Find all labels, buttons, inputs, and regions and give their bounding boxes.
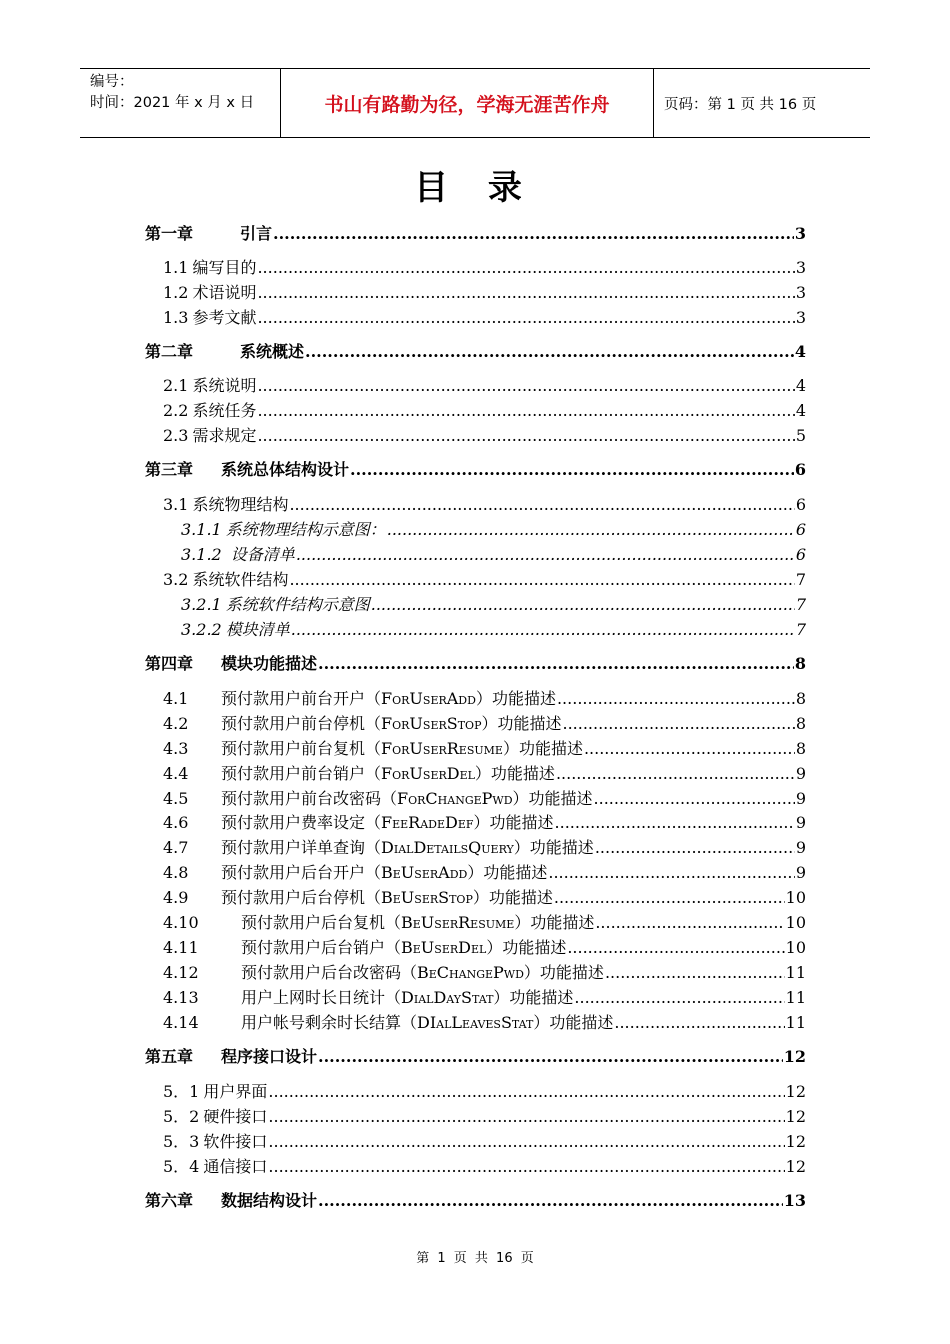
toc-number: 4.12 xyxy=(163,963,199,982)
toc-leader-dots xyxy=(595,913,784,932)
toc-page-number: 11 xyxy=(785,963,806,982)
toc-page-number: 12 xyxy=(785,1082,806,1101)
toc-number: 4.1 xyxy=(163,689,189,708)
toc-entry[interactable] xyxy=(163,711,806,735)
toc-entry[interactable] xyxy=(163,1154,806,1178)
toc-leader-dots xyxy=(614,1013,784,1032)
toc-text: 程序接口设计 xyxy=(221,1047,318,1066)
toc-leader-dots xyxy=(562,714,794,733)
toc-text: 预付款用户后台销户（BeUserDel）功能描述 xyxy=(241,938,567,957)
toc-number: 1.2 xyxy=(163,283,189,302)
toc-number: 第四章 xyxy=(145,654,194,673)
toc-number: 4.10 xyxy=(163,913,199,932)
toc-number: 第二章 xyxy=(145,342,194,361)
toc-entry[interactable] xyxy=(163,985,806,1009)
toc-number: 第六章 xyxy=(145,1191,194,1210)
toc-entry[interactable] xyxy=(163,1129,806,1153)
toc-number: 4.2 xyxy=(163,714,189,733)
toc-page-number: 4 xyxy=(795,401,806,420)
toc-page-number: 6 xyxy=(795,520,806,539)
toc-number: 5．1 xyxy=(163,1082,200,1101)
toc-number: 2.2 xyxy=(163,401,189,420)
toc-page-number: 12 xyxy=(785,1157,806,1176)
header-page-label: 页码：第 1 页 共 16 页 xyxy=(664,96,817,113)
toc-entry[interactable] xyxy=(181,617,806,641)
toc-page-number: 3 xyxy=(795,283,806,302)
toc-page-number: 9 xyxy=(795,789,806,808)
toc-page-number: 9 xyxy=(795,863,806,882)
toc-leader-dots xyxy=(605,963,785,982)
toc-leader-dots xyxy=(548,863,794,882)
toc-text: 系统物理结构示意图： xyxy=(225,520,386,539)
toc-page-number: 9 xyxy=(795,764,806,783)
toc-leader-dots xyxy=(556,764,795,783)
toc-entry[interactable] xyxy=(163,960,806,984)
toc-leader-dots xyxy=(289,495,794,514)
toc-page-number: 4 xyxy=(795,376,806,395)
toc-entry[interactable] xyxy=(163,761,806,785)
toc-number: 4.4 xyxy=(163,764,189,783)
toc-text: 预付款用户费率设定（FeeRadeDef）功能描述 xyxy=(221,813,554,832)
toc-text: 术语说明 xyxy=(192,283,257,302)
toc-page-number: 5 xyxy=(795,426,806,445)
number-label: 编号： xyxy=(90,74,134,90)
toc-entry[interactable] xyxy=(163,1079,806,1103)
toc-number: 1.1 xyxy=(163,258,189,277)
toc-text: 设备清单 xyxy=(225,545,295,564)
toc-entry[interactable] xyxy=(145,1188,806,1212)
page-footer: 第 1 页 共 16 页 xyxy=(416,1251,534,1266)
toc-number: 5．3 xyxy=(163,1132,200,1151)
toc-entry[interactable] xyxy=(163,1104,806,1128)
toc-leader-dots xyxy=(268,1157,784,1176)
toc-entry[interactable] xyxy=(145,457,806,481)
toc-number: 2.3 xyxy=(163,426,189,445)
toc-text: 硬件接口 xyxy=(203,1107,268,1126)
toc-leader-dots xyxy=(387,520,795,539)
toc-leader-dots xyxy=(318,654,794,673)
toc-text: 预付款用户前台开户（ForUserAdd）功能描述 xyxy=(221,689,556,708)
toc-page-number: 6 xyxy=(795,545,806,564)
toc-entry[interactable] xyxy=(163,1010,806,1034)
toc-entry[interactable] xyxy=(163,810,806,834)
toc-leader-dots xyxy=(574,988,784,1007)
toc-number: 4.9 xyxy=(163,888,189,907)
toc-text: 系统软件结构示意图 xyxy=(225,595,370,614)
toc-page-number: 12 xyxy=(785,1107,806,1126)
toc-entry[interactable] xyxy=(163,860,806,884)
toc-entry[interactable] xyxy=(145,651,806,675)
toc-page-number: 10 xyxy=(785,913,806,932)
toc-text: 通信接口 xyxy=(203,1157,268,1176)
toc-leader-dots xyxy=(594,789,795,808)
toc-page-number: 11 xyxy=(785,988,806,1007)
toc-text: 系统任务 xyxy=(192,401,257,420)
toc-number: 4.7 xyxy=(163,838,189,857)
toc-entry[interactable] xyxy=(145,1044,806,1068)
toc-leader-dots xyxy=(371,595,795,614)
toc-entry[interactable] xyxy=(163,885,806,909)
toc-text: 系统说明 xyxy=(192,376,257,395)
toc-page-number: 8 xyxy=(795,689,806,708)
toc-number: 2.1 xyxy=(163,376,189,395)
toc-text: 用户上网时长日统计（DialDayStat）功能描述 xyxy=(241,988,574,1007)
toc-page-number: 9 xyxy=(795,838,806,857)
toc-page-number: 13 xyxy=(783,1191,806,1210)
toc-leader-dots xyxy=(273,224,794,243)
toc-number: 3.2.2 xyxy=(181,620,222,639)
toc-entry[interactable] xyxy=(163,935,806,959)
toc-entry[interactable] xyxy=(181,542,806,566)
toc-number: 5．4 xyxy=(163,1157,200,1176)
toc-entry[interactable] xyxy=(163,305,806,329)
toc-number: 3.1.2 xyxy=(181,545,222,564)
toc-leader-dots xyxy=(268,1082,784,1101)
page-header xyxy=(80,68,870,138)
toc-entry[interactable] xyxy=(145,221,806,245)
toc-entry[interactable] xyxy=(181,517,806,541)
toc-leader-dots xyxy=(350,460,794,479)
toc-number: 3.2.1 xyxy=(181,595,222,614)
toc-page-number: 4 xyxy=(794,342,806,361)
toc-text: 模块清单 xyxy=(225,620,290,639)
toc-page-number: 6 xyxy=(795,495,806,514)
toc-page-number: 7 xyxy=(795,620,806,639)
toc-text: 预付款用户后台改密码（BeChangePwd）功能描述 xyxy=(241,963,604,982)
toc-leader-dots xyxy=(257,308,794,327)
time-label: 时间：2021 年 x 月 x 日 xyxy=(90,95,255,111)
toc-text: 系统概述 xyxy=(240,342,305,361)
toc-entry[interactable] xyxy=(163,398,806,422)
toc-number: 第三章 xyxy=(145,460,194,479)
header-motto: 书山有路勤为径，学海无涯苦作舟 xyxy=(281,69,654,137)
toc-entry[interactable] xyxy=(163,835,806,859)
toc-page-number: 9 xyxy=(795,813,806,832)
toc-number: 4.11 xyxy=(163,938,199,957)
toc-entry[interactable] xyxy=(163,686,806,710)
toc-page-number: 11 xyxy=(785,1013,806,1032)
toc-entry[interactable] xyxy=(163,280,806,304)
toc-leader-dots xyxy=(257,258,794,277)
toc-text: 模块功能描述 xyxy=(221,654,318,673)
toc-entry[interactable] xyxy=(163,492,806,516)
toc-leader-dots xyxy=(296,545,795,564)
toc-text: 数据结构设计 xyxy=(221,1191,318,1210)
toc-text: 系统总体结构设计 xyxy=(221,460,350,479)
toc-number: 第五章 xyxy=(145,1047,194,1066)
toc-leader-dots xyxy=(291,620,795,639)
toc-entry[interactable] xyxy=(163,567,806,591)
toc-page-number: 12 xyxy=(785,1132,806,1151)
toc-page-number: 8 xyxy=(795,739,806,758)
toc-leader-dots xyxy=(584,739,795,758)
toc-page-number: 8 xyxy=(795,714,806,733)
toc-number: 3.1 xyxy=(163,495,189,514)
toc-text: 预付款用户前台改密码（ForChangePwd）功能描述 xyxy=(221,789,593,808)
toc-number: 第一章 xyxy=(145,224,194,243)
toc-entry[interactable] xyxy=(163,736,806,760)
toc-page-number: 3 xyxy=(794,224,806,243)
toc-leader-dots xyxy=(305,342,794,361)
toc-title: 目 录 xyxy=(414,168,536,208)
toc-page-number: 10 xyxy=(785,938,806,957)
toc-page-number: 6 xyxy=(794,460,806,479)
toc-entry[interactable] xyxy=(163,255,806,279)
toc-page-number: 10 xyxy=(785,888,806,907)
toc-number: 4.14 xyxy=(163,1013,199,1032)
toc-text: 需求规定 xyxy=(192,426,257,445)
toc-leader-dots xyxy=(257,426,794,445)
toc-leader-dots xyxy=(557,689,795,708)
toc-text: 用户帐号剩余时长结算（DIalLeavesStat）功能描述 xyxy=(241,1013,614,1032)
toc-text: 预付款用户前台销户（ForUserDel）功能描述 xyxy=(221,764,555,783)
header-meta xyxy=(80,69,281,137)
toc-leader-dots xyxy=(555,813,795,832)
toc-text: 预付款用户后台开户（BeUserAdd）功能描述 xyxy=(221,863,548,882)
toc-text: 参考文献 xyxy=(192,308,257,327)
toc-text: 预付款用户后台停机（BeUserStop）功能描述 xyxy=(221,888,553,907)
toc-leader-dots xyxy=(567,938,784,957)
toc-text: 引言 xyxy=(240,224,273,243)
toc-entry[interactable] xyxy=(163,786,806,810)
toc-page-number: 8 xyxy=(794,654,806,673)
toc-entry[interactable] xyxy=(163,423,806,447)
toc-number: 4.3 xyxy=(163,739,189,758)
toc-page-number: 7 xyxy=(795,570,806,589)
toc-leader-dots xyxy=(268,1132,784,1151)
toc-leader-dots xyxy=(289,570,794,589)
toc-text: 预付款用户后台复机（BeUserResume）功能描述 xyxy=(241,913,595,932)
toc-entry[interactable] xyxy=(181,592,806,616)
toc-number: 3.1.1 xyxy=(181,520,222,539)
toc-leader-dots xyxy=(257,376,794,395)
toc-number: 4.5 xyxy=(163,789,189,808)
toc-page-number: 3 xyxy=(795,258,806,277)
toc-leader-dots xyxy=(257,401,794,420)
toc-text: 用户界面 xyxy=(203,1082,268,1101)
toc-page-number: 12 xyxy=(783,1047,806,1066)
toc-text: 预付款用户详单查询（DialDetailsQuery）功能描述 xyxy=(221,838,594,857)
toc-entry[interactable] xyxy=(163,373,806,397)
toc-number: 5．2 xyxy=(163,1107,200,1126)
toc-leader-dots xyxy=(318,1047,783,1066)
toc-text: 编写目的 xyxy=(192,258,257,277)
toc-number: 4.8 xyxy=(163,863,189,882)
toc-text: 预付款用户前台复机（ForUserResume）功能描述 xyxy=(221,739,583,758)
toc-number: 3.2 xyxy=(163,570,189,589)
toc-leader-dots xyxy=(554,888,785,907)
toc-entry[interactable] xyxy=(163,910,806,934)
toc-number: 4.6 xyxy=(163,813,189,832)
toc-leader-dots xyxy=(257,283,794,302)
toc-text: 系统软件结构 xyxy=(192,570,289,589)
toc-text: 预付款用户前台停机（ForUserStop）功能描述 xyxy=(221,714,562,733)
toc-number: 1.3 xyxy=(163,308,189,327)
toc-page-number: 3 xyxy=(795,308,806,327)
toc-leader-dots xyxy=(268,1107,784,1126)
toc-leader-dots xyxy=(318,1191,783,1210)
toc-entry[interactable] xyxy=(145,339,806,363)
toc-text: 系统物理结构 xyxy=(192,495,289,514)
toc-text: 软件接口 xyxy=(203,1132,268,1151)
toc-page-number: 7 xyxy=(795,595,806,614)
toc-number: 4.13 xyxy=(163,988,199,1007)
toc-leader-dots xyxy=(595,838,795,857)
